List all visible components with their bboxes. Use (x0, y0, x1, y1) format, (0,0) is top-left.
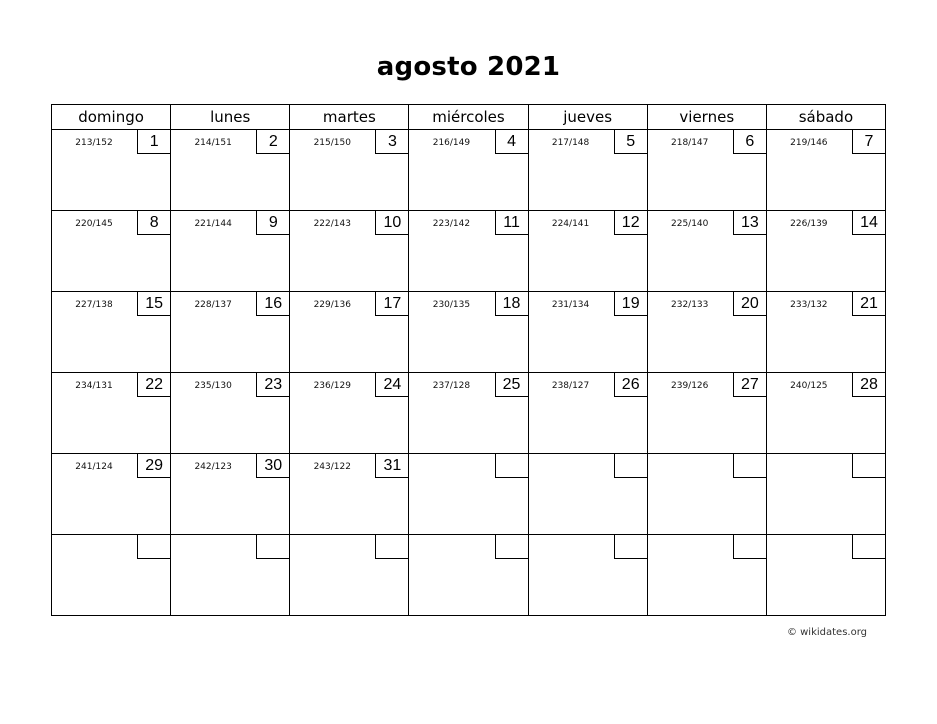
day-cell (528, 130, 647, 211)
day-ordinal: 243/122 (313, 462, 351, 472)
day-number: 28 (852, 372, 886, 397)
day-number: 26 (614, 372, 648, 397)
weekday-header: sábado (766, 105, 885, 130)
week-row (52, 454, 886, 535)
day-cell (290, 373, 409, 454)
day-ordinal: 231/134 (551, 300, 590, 310)
day-cell (409, 373, 528, 454)
day-cell (171, 373, 290, 454)
day-cell (52, 211, 171, 292)
day-cell (647, 211, 766, 292)
day-number: 12 (614, 210, 648, 235)
weekday-header: viernes (647, 105, 766, 130)
day-ordinal: 216/149 (432, 138, 471, 148)
day-ordinal: 224/141 (551, 219, 590, 229)
day-ordinal: 226/139 (790, 219, 828, 229)
day-number: 4 (495, 129, 529, 154)
day-number: 22 (137, 372, 171, 397)
day-cell (528, 535, 647, 616)
day-cell (290, 454, 409, 535)
day-number: 5 (614, 129, 648, 154)
day-number: 24 (375, 372, 409, 397)
day-cell (766, 130, 885, 211)
day-cell (171, 535, 290, 616)
day-cell (409, 211, 528, 292)
day-number: 3 (375, 129, 409, 154)
day-number: 23 (256, 372, 290, 397)
day-cell (647, 535, 766, 616)
day-cell (647, 130, 766, 211)
day-number (375, 534, 409, 559)
day-cell (766, 292, 885, 373)
day-ordinal: 227/138 (75, 300, 113, 310)
day-cell (409, 535, 528, 616)
day-ordinal: 232/133 (671, 300, 709, 310)
day-number (256, 534, 290, 559)
weekday-header: jueves (528, 105, 647, 130)
day-ordinal: 219/146 (790, 138, 828, 148)
day-number: 9 (256, 210, 290, 235)
day-number (614, 453, 648, 478)
day-number: 11 (495, 210, 529, 235)
day-number: 21 (852, 291, 886, 316)
day-ordinal: 242/123 (194, 462, 232, 472)
day-ordinal: 241/124 (75, 462, 113, 472)
day-cell (171, 454, 290, 535)
day-ordinal: 220/145 (75, 219, 113, 229)
week-row (52, 130, 886, 211)
day-cell (528, 211, 647, 292)
day-cell (52, 373, 171, 454)
day-ordinal: 217/148 (551, 138, 590, 148)
day-cell (52, 130, 171, 211)
day-ordinal: 238/127 (551, 381, 590, 391)
weekday-header-row (52, 105, 886, 130)
day-number: 14 (852, 210, 886, 235)
calendar-title: agosto 2021 (376, 52, 561, 82)
day-cell (409, 454, 528, 535)
day-ordinal: 213/152 (75, 138, 113, 148)
day-number: 27 (733, 372, 767, 397)
day-number (495, 453, 529, 478)
day-ordinal: 230/135 (432, 300, 471, 310)
day-cell (647, 454, 766, 535)
day-cell (290, 130, 409, 211)
day-number: 20 (733, 291, 767, 316)
day-number: 10 (375, 210, 409, 235)
day-cell (290, 211, 409, 292)
weekday-header: lunes (171, 105, 290, 130)
weekday-header: miércoles (409, 105, 528, 130)
week-row (52, 292, 886, 373)
day-ordinal: 221/144 (194, 219, 232, 229)
day-number: 15 (137, 291, 171, 316)
day-number: 18 (495, 291, 529, 316)
day-number (852, 453, 886, 478)
day-cell (528, 373, 647, 454)
day-ordinal: 235/130 (194, 381, 232, 391)
day-number: 17 (375, 291, 409, 316)
day-ordinal: 236/129 (313, 381, 351, 391)
day-cell (647, 292, 766, 373)
week-row (52, 535, 886, 616)
day-cell (171, 211, 290, 292)
day-number (733, 453, 767, 478)
day-number: 1 (137, 129, 171, 154)
day-number (495, 534, 529, 559)
day-number: 19 (614, 291, 648, 316)
day-ordinal: 223/142 (432, 219, 471, 229)
day-cell (766, 211, 885, 292)
day-number (733, 534, 767, 559)
day-number: 13 (733, 210, 767, 235)
day-number (137, 534, 171, 559)
weekday-header: domingo (52, 105, 171, 130)
day-number: 25 (495, 372, 529, 397)
day-number: 7 (852, 129, 886, 154)
day-number: 31 (375, 453, 409, 478)
day-ordinal: 229/136 (313, 300, 351, 310)
day-number: 6 (733, 129, 767, 154)
day-cell (171, 292, 290, 373)
day-number: 16 (256, 291, 290, 316)
day-ordinal: 228/137 (194, 300, 232, 310)
day-number: 29 (137, 453, 171, 478)
day-ordinal: 222/143 (313, 219, 351, 229)
day-cell (647, 373, 766, 454)
day-cell (766, 535, 885, 616)
day-ordinal: 237/128 (432, 381, 471, 391)
day-cell (409, 292, 528, 373)
day-ordinal: 234/131 (75, 381, 113, 391)
day-number: 30 (256, 453, 290, 478)
day-ordinal: 218/147 (671, 138, 709, 148)
day-ordinal: 225/140 (671, 219, 709, 229)
day-cell (409, 130, 528, 211)
day-cell (766, 373, 885, 454)
day-cell (528, 454, 647, 535)
day-cell (52, 535, 171, 616)
day-ordinal: 214/151 (194, 138, 232, 148)
day-cell (766, 454, 885, 535)
weekday-header: martes (290, 105, 409, 130)
day-number (852, 534, 886, 559)
day-cell (290, 535, 409, 616)
week-row (52, 211, 886, 292)
day-cell (52, 454, 171, 535)
day-cell (528, 292, 647, 373)
copyright-footer: © wikidates.org (786, 627, 867, 638)
day-number: 8 (137, 210, 171, 235)
day-ordinal: 215/150 (313, 138, 351, 148)
calendar-grid (51, 104, 886, 616)
day-number (614, 534, 648, 559)
day-cell (290, 292, 409, 373)
week-row (52, 373, 886, 454)
day-ordinal: 239/126 (671, 381, 709, 391)
day-cell (52, 292, 171, 373)
day-number: 2 (256, 129, 290, 154)
day-ordinal: 240/125 (790, 381, 828, 391)
day-ordinal: 233/132 (790, 300, 828, 310)
day-cell (171, 130, 290, 211)
